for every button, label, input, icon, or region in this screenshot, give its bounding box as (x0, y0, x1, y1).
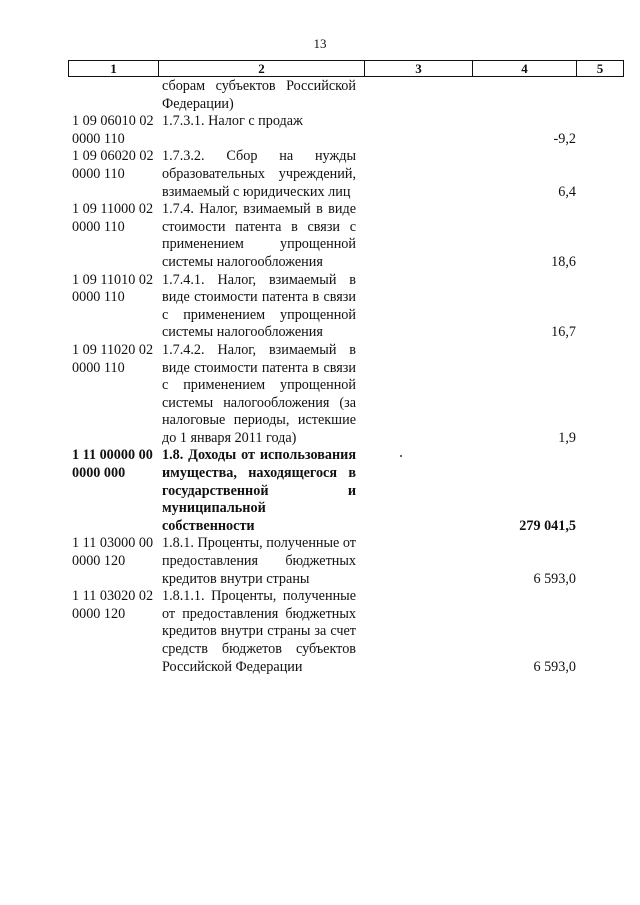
scan-speck (400, 455, 402, 457)
description-cell (158, 113, 364, 148)
budget-code: 1 11 03000 00 0000 120 (72, 535, 154, 570)
amount-value: 16,7 (551, 324, 576, 341)
description-text: 1.7.4.2. Налог, взимаемый в виде стоимости патента в связи с применением упрощенной системы налогообложения (за налоговые периоды, истекшие до 1 января 2011 года) (162, 341, 356, 446)
amount-cell (472, 113, 576, 148)
description-cell (158, 148, 364, 201)
description-cell (158, 272, 364, 342)
column-3-cell (364, 535, 472, 588)
description-text: 1.8. Доходы от использования имущества, находящегося в государственной и муниципальной собственности (162, 447, 356, 534)
budget-code: 1 09 06010 02 0000 110 (72, 113, 154, 147)
column-5-cell (576, 113, 623, 148)
column-5-cell (576, 272, 623, 342)
column-header-5: 5 (577, 61, 624, 77)
table-row (68, 342, 623, 448)
column-header-2: 2 (159, 61, 365, 77)
column-5-cell (576, 148, 623, 201)
column-3-cell (364, 113, 472, 148)
description-cell (158, 535, 364, 588)
description-text: 1.7.3.1. Налог с продаж (162, 113, 303, 130)
page-number: 13 (313, 36, 327, 51)
column-5-cell (576, 342, 623, 448)
table-body (68, 78, 623, 676)
amount-cell (472, 447, 576, 535)
description-text: сборам субъектов Российской Федерации) (162, 78, 356, 112)
description-text: 1.8.1.1. Проценты, полученные от предоставления бюджетных кредитов внутри страны за счет средств бюджетов субъектов Российской Федерации (162, 588, 356, 675)
description-text: 1.8.1. Проценты, полученные от предоставления бюджетных кредитов внутри страны (162, 535, 356, 587)
description-cell (158, 342, 364, 448)
table-row (68, 113, 623, 148)
budget-code: 1 11 03020 02 0000 120 (72, 588, 154, 622)
amount-cell (472, 78, 576, 113)
column-3-cell (364, 78, 472, 113)
column-header-1: 1 (69, 61, 159, 77)
budget-code: 1 09 11010 02 0000 110 (72, 271, 154, 306)
description-text: 1.7.3.2. Сбор на нужды образовательных учреждений, взимаемый с юридических лиц (162, 148, 356, 200)
description-cell (158, 201, 364, 271)
table-row (68, 272, 623, 342)
amount-value: 279 041,5 (519, 517, 576, 534)
description-text: 1.7.4. Налог, взимаемый в виде стоимости патента в связи с применением упрощенной системы налогообложения (162, 201, 356, 270)
column-3-cell (364, 342, 472, 448)
column-header-4: 4 (473, 61, 577, 77)
budget-code: 1 11 00000 00 0000 000 (72, 447, 153, 482)
table-row (68, 447, 623, 535)
column-3-cell (364, 272, 472, 342)
column-5-cell (576, 535, 623, 588)
description-cell (158, 78, 364, 113)
amount-value: -9,2 (553, 130, 576, 147)
column-3-cell (364, 201, 472, 271)
column-5-cell (576, 447, 623, 535)
column-5-cell (576, 201, 623, 271)
column-3-cell (364, 588, 472, 676)
table-row (68, 535, 623, 588)
budget-code: 1 09 11000 02 0000 110 (72, 201, 154, 235)
amount-value: 18,6 (551, 253, 576, 270)
table-header (68, 60, 624, 77)
amount-cell (472, 148, 576, 201)
column-3-cell (364, 148, 472, 201)
amount-value: 6 593,0 (533, 658, 576, 675)
description-text: 1.7.4.1. Налог, взимаемый в виде стоимости патента в связи с применением упрощенной системы налогообложения (162, 271, 356, 341)
column-header-3: 3 (365, 61, 473, 77)
amount-value: 6,4 (558, 183, 576, 200)
table-row (68, 588, 623, 676)
table-row (68, 148, 623, 201)
amount-cell (472, 201, 576, 271)
column-3-cell (364, 447, 472, 535)
amount-cell (472, 588, 576, 676)
budget-code (68, 78, 158, 113)
amount-value: 6 593,0 (533, 570, 576, 587)
column-5-cell (576, 78, 623, 113)
description-cell (158, 447, 364, 535)
table-row (68, 201, 623, 271)
amount-value: 1,9 (558, 429, 576, 446)
table-row (68, 78, 623, 113)
budget-code: 1 09 06020 02 0000 110 (72, 148, 154, 182)
description-cell (158, 588, 364, 676)
budget-code: 1 09 11020 02 0000 110 (72, 341, 154, 376)
amount-cell (472, 535, 576, 588)
amount-cell (472, 342, 576, 448)
column-5-cell (576, 588, 623, 676)
amount-cell (472, 272, 576, 342)
